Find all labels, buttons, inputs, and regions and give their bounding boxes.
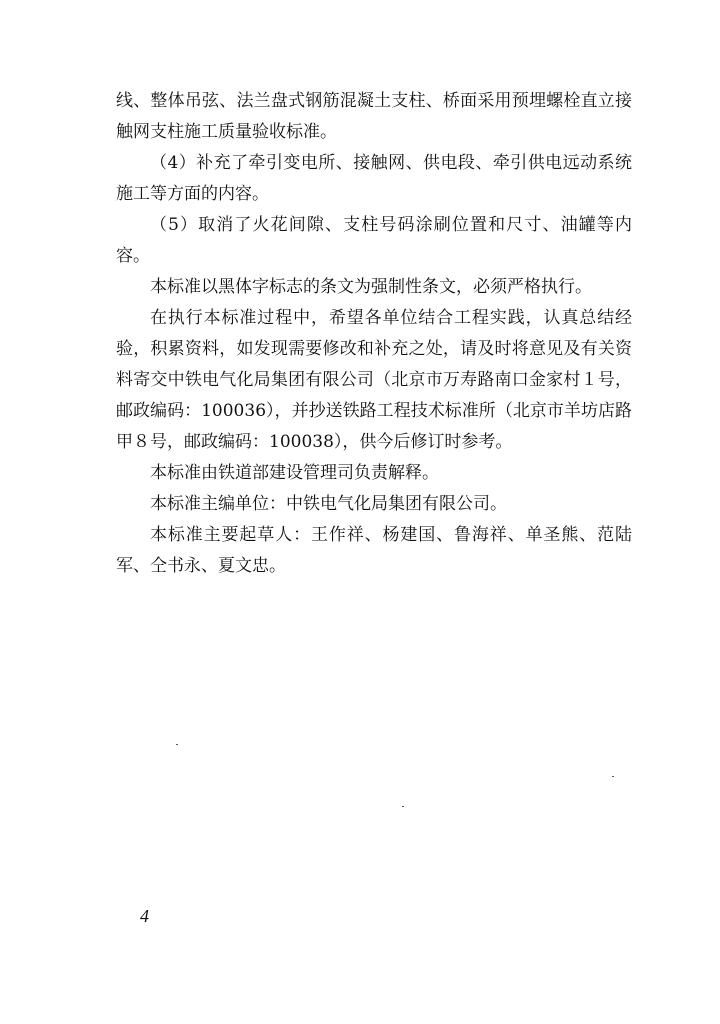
paragraph-item-4: （4）补充了牵引变电所、接触网、供电段、牵引供电远动系统施工等方面的内容。 — [116, 153, 632, 204]
body-text — [116, 86, 632, 582]
paragraph-item-5: （5）取消了火花间隙、支柱号码涂刷位置和尺寸、油罐等内容。 — [116, 215, 632, 266]
scan-speck — [176, 744, 178, 745]
paragraph-chief-editor: 本标准主编单位：中铁电气化局集团有限公司。 — [150, 494, 507, 514]
paragraph-interpretation: 本标准由铁道部建设管理司负责解释。 — [150, 463, 439, 483]
paragraph-drafters: 本标准主要起草人：王作祥、杨建国、鲁海祥、单圣熊、范陆军、仝书永、夏文忠。 — [116, 525, 632, 576]
paragraph-continuation: 线、整体吊弦、法兰盘式钢筋混凝土支柱、桥面采用预埋螺栓直立接触网支柱施工质量验收标准。 — [116, 91, 632, 142]
paragraph-feedback-request: 在执行本标准过程中，希望各单位结合工程实践，认真总结经验，积累资料，如发现需要修改和补充之处，请及时将意见及有关资料寄交中铁电气化局集团有限公司（北京市万寿路南口金家村１号，邮政编码：100036），并抄送铁路工程技术标准所（北京市羊坊店路甲８号，邮政编码：100038），供今后修订时参考。 — [116, 308, 632, 452]
scan-speck — [402, 806, 404, 807]
page-number: 4 — [140, 906, 149, 926]
paragraph-mandatory-clauses: 本标准以黑体字标志的条文为强制性条文，必须严格执行。 — [150, 277, 592, 297]
scan-speck — [612, 776, 614, 777]
